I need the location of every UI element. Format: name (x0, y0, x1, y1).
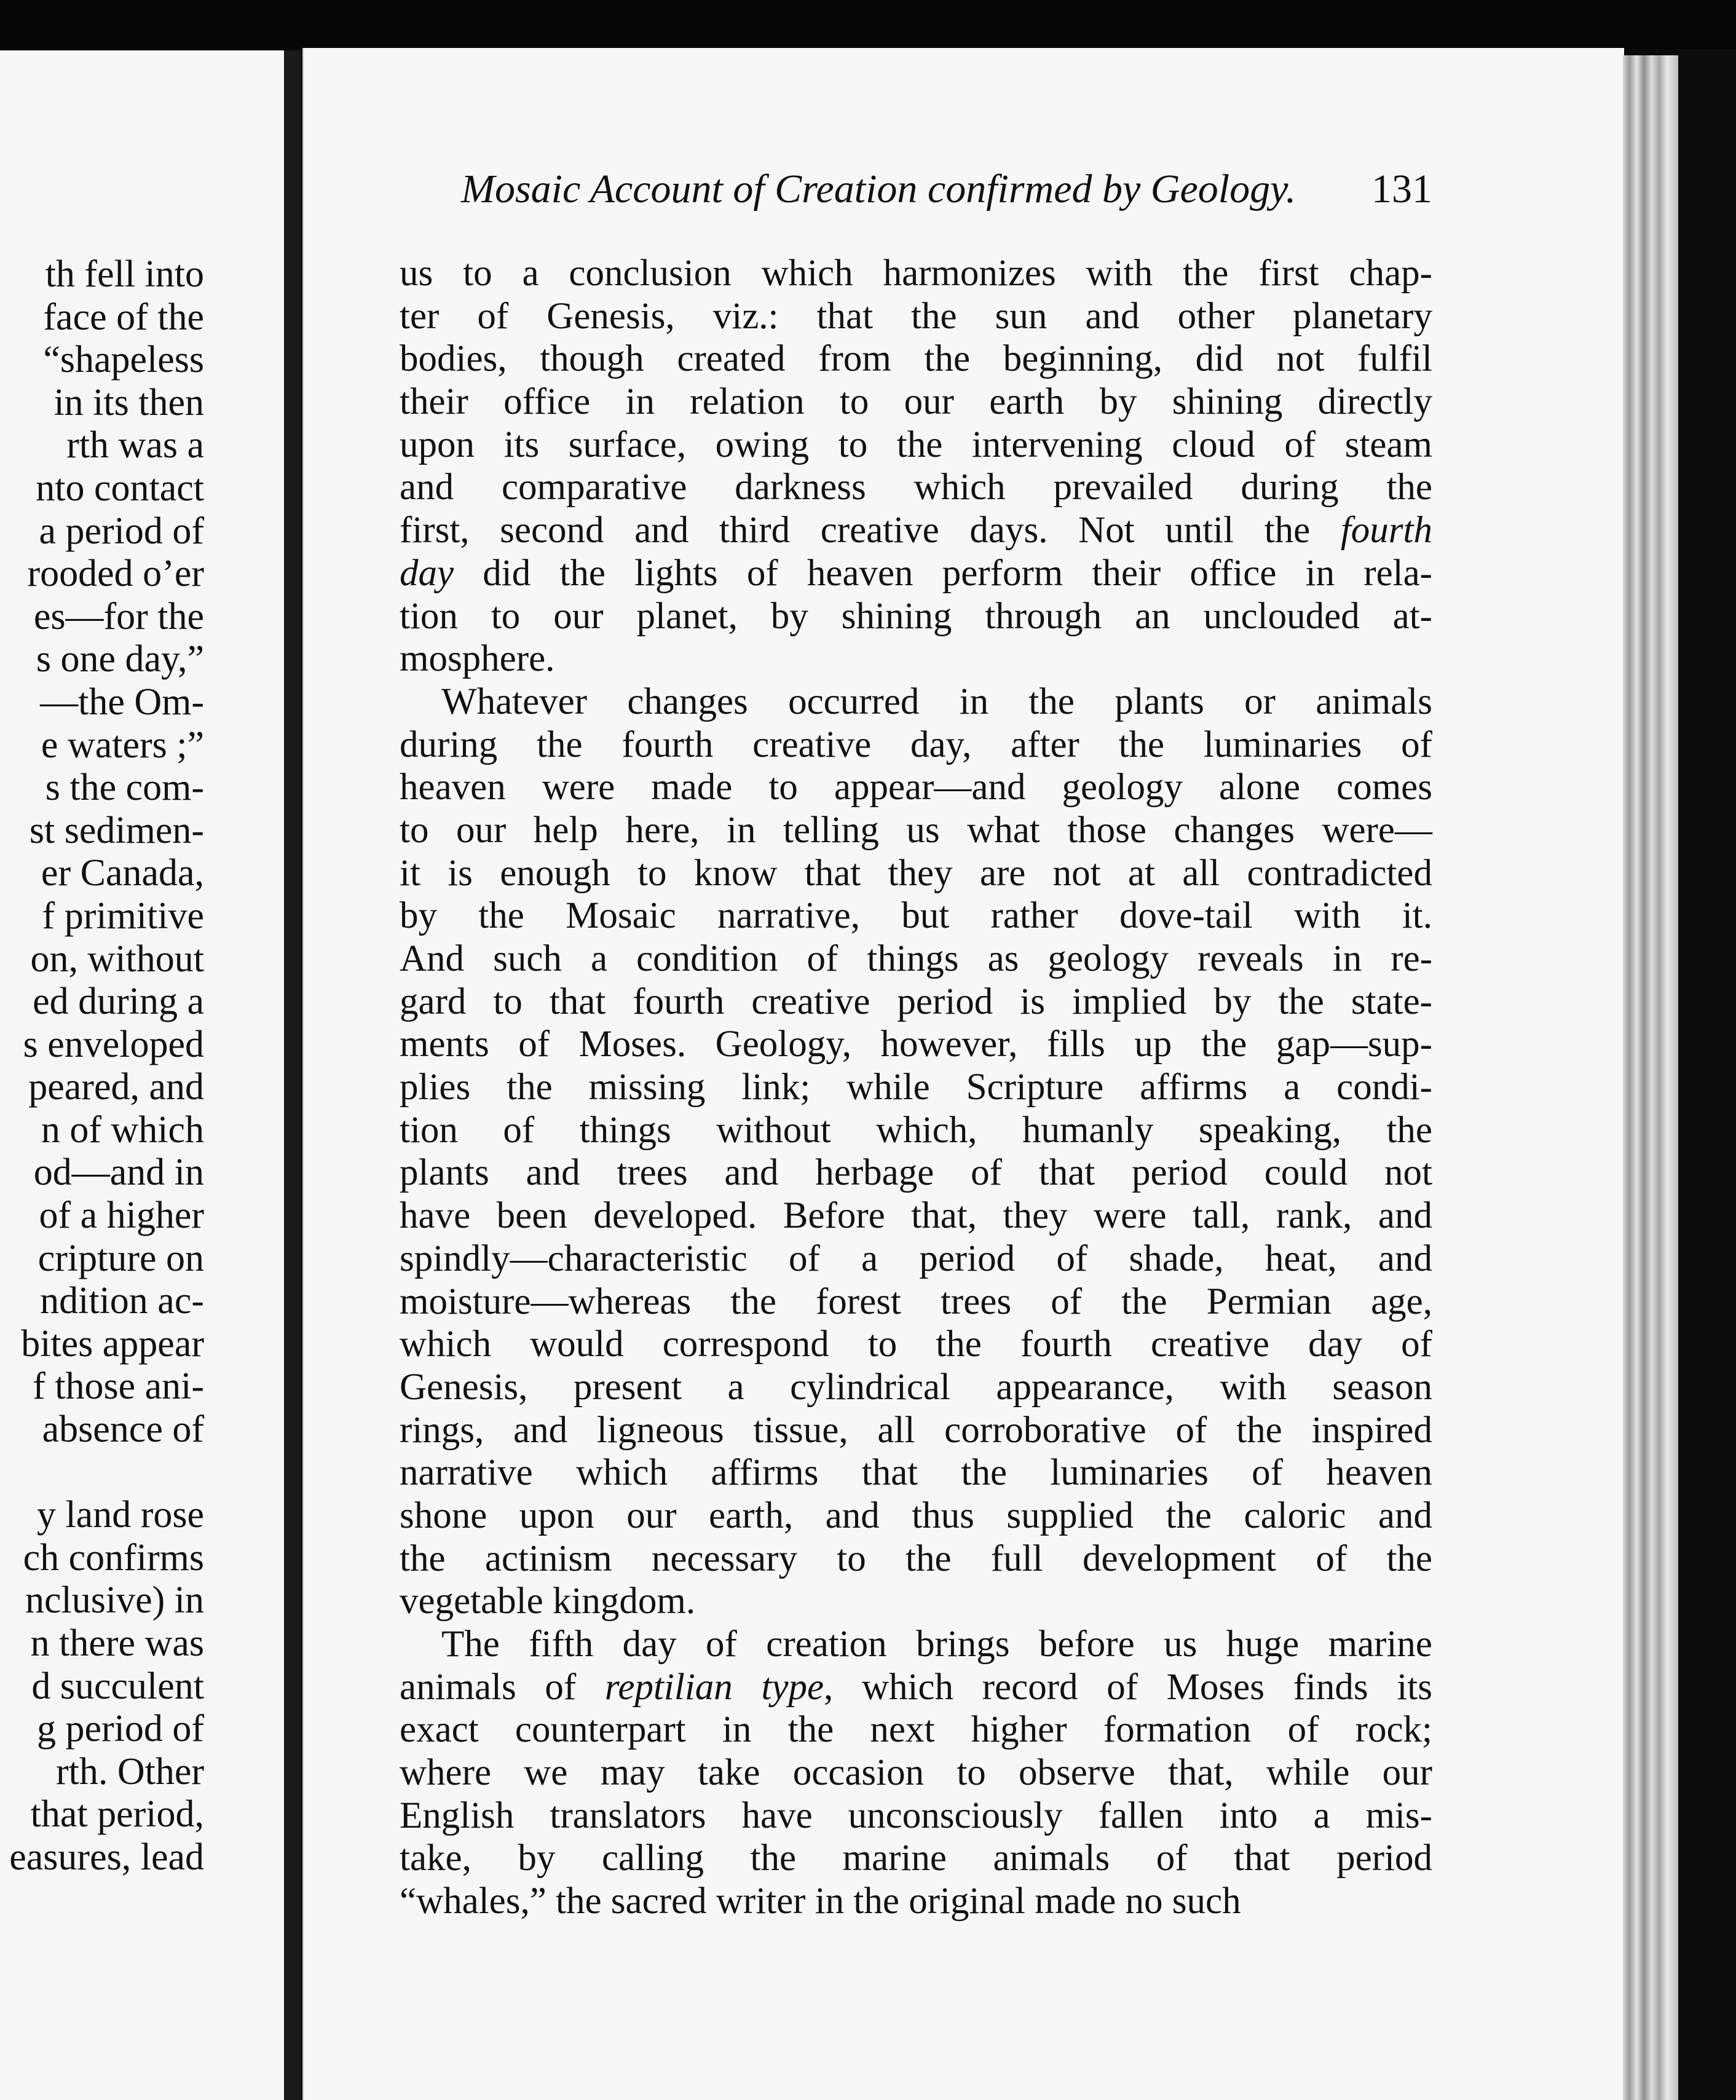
text-line (400, 1451, 1432, 1494)
paragraph (400, 252, 1432, 681)
italic-text: day (400, 552, 454, 594)
page-edges (1623, 55, 1678, 2100)
text-span: plants and trees and herbage of that period could not (400, 1152, 1432, 1194)
left-page-line: rth was a (66, 424, 204, 467)
text-line (400, 894, 1432, 938)
text-line (400, 1880, 1432, 1923)
text-span: moisture—whereas the forest trees of the Permian age, (400, 1281, 1432, 1322)
left-page-line: rth. Other (55, 1750, 204, 1793)
text-line (400, 1837, 1432, 1880)
left-page-line: absence of (42, 1408, 204, 1451)
left-page-line: peared, and (28, 1066, 204, 1108)
running-head (461, 165, 1432, 214)
paragraph (400, 681, 1432, 1623)
left-page-line: “shapeless (43, 339, 204, 381)
text-line (400, 852, 1432, 895)
left-page-line: y land rose (36, 1494, 204, 1536)
text-line (400, 1109, 1432, 1152)
page-number: 131 (1371, 167, 1432, 211)
text-line (400, 1666, 1432, 1709)
text-span: , which record of Moses finds its (824, 1666, 1432, 1708)
text-span: Whatever changes occurred in the plants or animals (441, 681, 1432, 722)
text-line (400, 424, 1432, 467)
text-line (400, 1366, 1432, 1409)
left-page-line: —the Om- (40, 681, 204, 723)
text-span: upon its surface, owing to the intervening cloud of steam (400, 424, 1432, 465)
text-span: it is enough to know that they are not at all contradicted (400, 852, 1432, 894)
left-page-line: s enveloped (23, 1023, 204, 1065)
text-line (400, 1238, 1432, 1281)
text-span: gard to that fourth creative period is implied by the state- (400, 981, 1432, 1022)
book-spine (284, 50, 301, 2100)
text-line (400, 295, 1432, 338)
left-page-line: f those ani- (33, 1365, 204, 1408)
left-page-line: s one day,” (36, 638, 204, 681)
text-span: to our help here, in telling us what those changes were— (400, 809, 1432, 851)
text-line (400, 1708, 1432, 1751)
left-page-line: f primitive (42, 894, 204, 937)
text-span: where we may take occasion to observe that, while our (400, 1752, 1432, 1794)
text-span: their office in relation to our earth by shining directly (400, 381, 1432, 423)
text-line (400, 809, 1432, 852)
left-page-line: ed during a (33, 981, 204, 1023)
text-span: the actinism necessary to the full development of the (400, 1538, 1432, 1579)
text-span: tion to our planet, by shining through an unclouded at- (400, 595, 1432, 637)
text-span: The fifth day of creation brings before us huge marine (441, 1624, 1432, 1665)
left-page-line: in its then (53, 381, 204, 424)
left-page-line: bites appear (21, 1322, 204, 1365)
text-line (400, 381, 1432, 424)
text-span: rings, and ligneous tissue, all corroborative of the inspired (400, 1409, 1432, 1451)
body-text (400, 252, 1432, 1923)
text-line (400, 552, 1432, 595)
text-line (400, 638, 1432, 681)
left-page-line: n there was (30, 1622, 204, 1664)
paragraph (400, 1623, 1432, 1923)
italic-text: reptilian type (604, 1666, 824, 1708)
text-span: mosphere. (400, 638, 555, 680)
text-span: And such a condition of things as geology reveals in re- (400, 938, 1432, 979)
left-page-text (0, 253, 204, 1879)
left-page-line: nclusive) in (25, 1579, 204, 1622)
text-line (400, 681, 1432, 724)
text-span: us to a conclusion which harmonizes with the first chap- (400, 253, 1432, 294)
text-span: tion of things without which, humanly speaking, the (400, 1109, 1432, 1151)
left-page (0, 50, 284, 2100)
left-page-line: on, without (30, 938, 204, 980)
text-span: Genesis, present a cylindrical appearance, with season (400, 1366, 1432, 1408)
text-line (400, 766, 1432, 809)
text-line (400, 1538, 1432, 1581)
left-page-line: st sedimen- (29, 809, 204, 851)
text-span: ter of Genesis, viz.: that the sun and other planetary (400, 295, 1432, 337)
text-line (400, 1281, 1432, 1324)
text-line (400, 1409, 1432, 1452)
text-line (400, 981, 1432, 1024)
text-span: English translators have unconsciously fallen into a mis- (400, 1794, 1432, 1836)
text-span: animals of (400, 1666, 605, 1708)
left-page-line: g period of (36, 1708, 204, 1750)
text-span: shone upon our earth, and thus supplied the caloric and (400, 1494, 1432, 1536)
left-page-line: easures, lead (9, 1836, 204, 1878)
running-head-title: Mosaic Account of Creation confirmed by Geology. (461, 167, 1296, 211)
text-span: ments of Moses. Geology, however, fills up the gap—sup- (400, 1024, 1432, 1065)
left-page-line: rooded o’er (27, 553, 204, 595)
text-span: plies the missing link; while Scripture affirms a condi- (400, 1067, 1432, 1108)
left-page-line: cripture on (37, 1237, 204, 1279)
text-line (400, 1194, 1432, 1238)
text-span: heaven were made to appear—and geology alone comes (400, 767, 1432, 808)
text-span: bodies, though created from the beginning, did not fulfil (400, 338, 1432, 380)
text-span: which would correspond to the fourth creative day of (400, 1324, 1432, 1365)
left-page-line: od—and in (33, 1151, 204, 1194)
left-page-line: of a higher (39, 1194, 204, 1237)
text-line (400, 1066, 1432, 1109)
left-page-line: e waters ;” (41, 724, 204, 766)
text-line (400, 252, 1432, 295)
text-line (400, 338, 1432, 381)
scan-right-shadow (1678, 49, 1736, 2100)
left-page-line: d succulent (31, 1665, 204, 1707)
text-span: “whales,” the sacred writer in the original made no such (400, 1881, 1241, 1922)
text-line (400, 1623, 1432, 1666)
italic-text: fourth (1340, 510, 1432, 551)
text-line (400, 595, 1432, 638)
left-page-line: s the com- (45, 767, 204, 809)
left-page-line: es—for the (33, 595, 204, 638)
text-line (400, 1023, 1432, 1066)
text-span: narrative which affirms that the luminaries of heaven (400, 1452, 1432, 1494)
text-span: during the fourth creative day, after the luminaries of (400, 724, 1432, 765)
text-line (400, 724, 1432, 767)
text-span: have been developed. Before that, they were tall, rank, and (400, 1195, 1432, 1237)
text-line (400, 1494, 1432, 1538)
text-span: take, by calling the marine animals of that period (400, 1838, 1432, 1879)
text-line (400, 1323, 1432, 1366)
left-page-line: nto contact (36, 467, 204, 509)
text-line (400, 1751, 1432, 1794)
text-span: vegetable kingdom. (400, 1581, 696, 1622)
text-line (400, 938, 1432, 981)
left-page-line: er Canada, (41, 852, 204, 894)
text-span: did the lights of heaven perform their office in rela- (454, 552, 1432, 594)
text-span: first, second and third creative days. Not until the (400, 510, 1341, 551)
text-span: by the Mosaic narrative, but rather dove-tail with it. (400, 895, 1432, 937)
scan-top-shadow (0, 0, 1736, 49)
left-page-line (0, 1451, 204, 1494)
text-span: exact counterpart in the next higher formation of rock; (400, 1709, 1432, 1751)
text-line (400, 509, 1432, 552)
text-line (400, 1580, 1432, 1623)
text-line (400, 1794, 1432, 1838)
text-line (400, 1151, 1432, 1194)
text-span: and comparative darkness which prevailed during the (400, 467, 1432, 508)
left-page-line: ndition ac- (40, 1280, 204, 1322)
left-page-line: ch confirms (23, 1536, 204, 1579)
left-page-line: face of the (43, 296, 204, 338)
text-span: spindly—characteristic of a period of shade, heat, and (400, 1238, 1432, 1279)
left-page-line: n of which (41, 1108, 204, 1151)
left-page-line: th fell into (45, 253, 204, 295)
left-page-line: a period of (39, 510, 204, 552)
left-page-line: that period, (30, 1793, 204, 1836)
text-line (400, 466, 1432, 509)
